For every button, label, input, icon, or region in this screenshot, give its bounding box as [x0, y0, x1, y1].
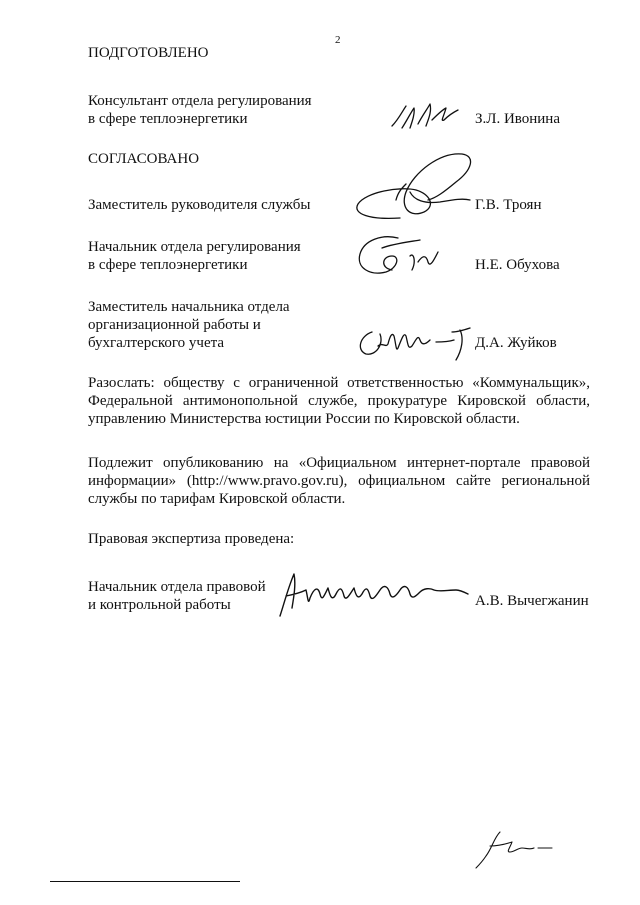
- footer-rule: [50, 881, 240, 882]
- publication-line-1: Подлежит опубликованию на «Официальном интернет-портале правовой: [88, 455, 590, 471]
- agreed-signer-2-title: [88, 238, 301, 274]
- legal-review-heading: Правовая экспертиза проведена:: [88, 531, 295, 547]
- agreed-signer-3-title-line-3: бухгалтерского учета: [88, 335, 225, 351]
- signature-ivonina: [388, 98, 468, 134]
- agreed-heading: СОГЛАСОВАНО: [88, 151, 200, 167]
- agreed-signer-2-name: Н.Е. Обухова: [475, 257, 560, 273]
- agreed-signer-3-title-line-2: организационной работы и: [88, 317, 261, 333]
- initials-signature: [470, 826, 560, 872]
- prepared-title-line-2: в сфере теплоэнергетики: [88, 111, 248, 127]
- publication-line-3: службы по тарифам Кировской области.: [88, 491, 346, 507]
- signature-troyan: [340, 148, 480, 230]
- legal-review-title: [88, 578, 266, 614]
- legal-review-title-line-1: Начальник отдела правовой: [88, 579, 266, 595]
- page-number: 2: [335, 34, 341, 46]
- signature-obukhova: [352, 226, 452, 280]
- agreed-signer-2-title-line-1: Начальник отдела регулирования: [88, 239, 301, 255]
- distribution-line-2: Федеральной антимонопольной службе, прокуратуре Кировской области,: [88, 393, 590, 409]
- agreed-signer-2-title-line-2: в сфере теплоэнергетики: [88, 257, 248, 273]
- agreed-signer-1-title-line-1: Заместитель руководителя службы: [88, 197, 311, 213]
- agreed-signer-3-name: Д.А. Жуйков: [475, 335, 557, 351]
- legal-review-signer-name: А.В. Вычегжанин: [475, 593, 589, 609]
- prepared-title-line-1: Консультант отдела регулирования: [88, 93, 312, 109]
- publication-paragraph: [88, 454, 590, 508]
- signature-vychegzhanin: [272, 568, 472, 618]
- agreed-signer-1-name: Г.В. Троян: [475, 197, 542, 213]
- distribution-line-3: управлению Министерства юстиции России по Кировской области.: [88, 411, 520, 427]
- publication-line-2: информации» (http://www.pravo.gov.ru), официальном сайте региональной: [88, 473, 590, 489]
- distribution-paragraph: [88, 374, 590, 428]
- agreed-signer-3-title-line-1: Заместитель начальника отдела: [88, 299, 290, 315]
- legal-review-title-line-2: и контрольной работы: [88, 597, 231, 613]
- agreed-signer-1-title: [88, 196, 310, 214]
- prepared-title: [88, 92, 312, 128]
- signature-zhuykov: [352, 322, 474, 362]
- prepared-signer-name: З.Л. Ивонина: [475, 111, 560, 127]
- agreed-signer-3-title: [88, 298, 290, 352]
- distribution-line-1: Разослать: обществу с ограниченной ответственностью «Коммунальщик»,: [88, 375, 590, 391]
- prepared-heading: ПОДГОТОВЛЕНО: [88, 45, 209, 61]
